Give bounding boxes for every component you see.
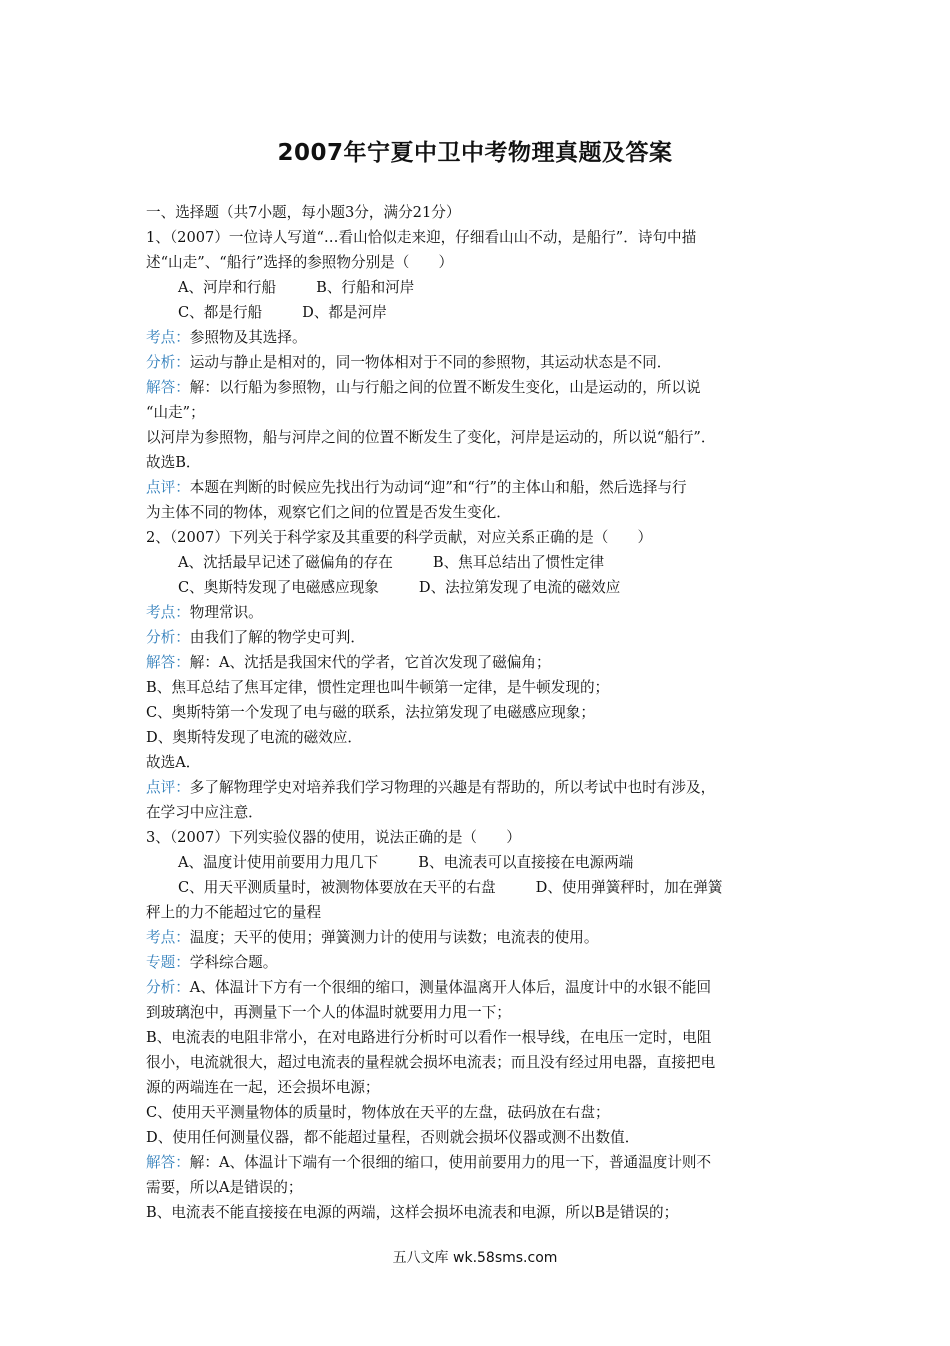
- fenxi-label: 分析：: [146, 354, 190, 371]
- q2-option-a: A、沈括最早记述了磁偏角的存在: [178, 554, 393, 571]
- q1-option-d: D、都是河岸: [302, 304, 387, 321]
- q2-kaodian: [146, 600, 812, 625]
- jieda-label: 解答：: [146, 654, 190, 671]
- section-header: 一、选择题（共7小题，每小题3分，满分21分）: [146, 204, 461, 221]
- q2-jieda-line-4: D、奥斯特发现了电流的磁效应．: [146, 729, 363, 746]
- q3-kaodian: [146, 925, 812, 950]
- q3-option-d-cont: 秤上的力不能超过它的量程: [146, 904, 322, 921]
- q3-option-a: A、温度计使用前要用力甩几下: [178, 854, 379, 871]
- q1-stem-line-2: 述“山走”、“船行”选择的参照物分别是（ ）: [146, 254, 454, 271]
- q2-jieda-line-5: 故选A．: [146, 754, 201, 771]
- q1-jieda-line-4: 故选B．: [146, 454, 201, 471]
- jieda-label: 解答：: [146, 1154, 190, 1171]
- q3-option-d: D、使用弹簧秤时，加在弹簧: [535, 879, 723, 896]
- q1-dianping-text-1: 本题在判断的时候应先找出行为动词“迎”和“行”的主体山和船，然后选择与行: [189, 479, 687, 496]
- q2-jieda-text-1: 解：A、沈括是我国宋代的学者，它首次发现了磁偏角；: [189, 654, 551, 671]
- q1-option-c: C、都是行船: [178, 304, 263, 321]
- q2-fenxi-text: 由我们了解的物学史可判．: [189, 629, 365, 646]
- q3-stem: 3、（2007）下列实验仪器的使用，说法正确的是（ ）: [146, 829, 521, 846]
- q2-fenxi: [146, 625, 812, 650]
- q1-options-cd: [146, 300, 812, 325]
- q3-fenxi-line-7: D、使用任何测量仪器，都不能超过量程，否则就会损坏仪器或测不出数值．: [146, 1129, 640, 1146]
- document-title: 2007年宁夏中卫中考物理真题及答案: [277, 140, 673, 166]
- document-body: [146, 200, 812, 1225]
- zhuanti-label: 专题：: [146, 954, 190, 971]
- q3-option-c: C、用天平测质量时，被测物体要放在天平的右盘: [178, 879, 496, 896]
- q3-fenxi-line-4: 很小，电流就很大，超过电流表的量程就会损坏电流表；而且没有经过用电器，直接把电: [146, 1054, 716, 1071]
- q2-dianping-text-1: 多了解物理学史对培养我们学习物理的兴趣是有帮助的，所以考试中也时有涉及，: [189, 779, 716, 796]
- q3-fenxi-text-1: A、体温计下方有一个很细的缩口，测量体温离开人体后，温度计中的水银不能回: [189, 979, 712, 996]
- q1-jieda-text-1: 解：以行船为参照物，山与行船之间的位置不断发生变化，山是运动的，所以说: [189, 379, 701, 396]
- kaodian-label: 考点：: [146, 329, 190, 346]
- q2-jieda: [146, 650, 812, 675]
- q1-dianping: [146, 475, 812, 500]
- q1-jieda-line-3: 以河岸为参照物，船与河岸之间的位置不断发生了变化，河岸是运动的，所以说“船行”．: [146, 429, 716, 446]
- q1-kaodian-text: 参照物及其选择。: [189, 329, 307, 346]
- q1-fenxi: [146, 350, 812, 375]
- q3-fenxi-line-6: C、使用天平测量物体的质量时，物体放在天平的左盘，砝码放在右盘；: [146, 1104, 610, 1121]
- q2-jieda-line-2: B、焦耳总结了焦耳定律，惯性定理也叫牛顿第一定律，是牛顿发现的；: [146, 679, 610, 696]
- q3-jieda-text-1: 解：A、体温计下端有一个很细的缩口，使用前要用力的甩一下，普通温度计则不: [189, 1154, 712, 1171]
- q3-options-ab: [146, 850, 812, 875]
- q2-kaodian-text: 物理常识。: [189, 604, 263, 621]
- dianping-label: 点评：: [146, 779, 190, 796]
- fenxi-label: 分析：: [146, 629, 190, 646]
- q3-jieda-line-2: 需要，所以A是错误的；: [146, 1179, 303, 1196]
- q3-fenxi-line-2: 到玻璃泡中，再测量下一个人的体温时就要用力甩一下；: [146, 1004, 511, 1021]
- q3-zhuanti: [146, 950, 812, 975]
- q3-options-cd: [146, 875, 812, 900]
- q3-kaodian-text: 温度；天平的使用；弹簧测力计的使用与读数；电流表的使用。: [189, 929, 599, 946]
- q1-kaodian: [146, 325, 812, 350]
- page-footer: 五八文库 wk.58sms.com: [392, 1250, 558, 1266]
- q2-dianping: [146, 775, 812, 800]
- q1-stem-line-1: 1、（2007）一位诗人写道“…看山恰似走来迎，仔细看山山不动，是船行”．诗句中描: [146, 229, 697, 246]
- q3-jieda: [146, 1150, 812, 1175]
- q3-fenxi: [146, 975, 812, 1000]
- q1-option-a: A、河岸和行船: [178, 279, 277, 296]
- q2-option-c: C、奥斯特发现了电磁感应现象: [178, 579, 379, 596]
- q1-dianping-line-2: 为主体不同的物体，观察它们之间的位置是否发生变化．: [146, 504, 511, 521]
- q1-option-b: B、行船和河岸: [316, 279, 415, 296]
- q3-option-b: B、电流表可以直接接在电源两端: [418, 854, 634, 871]
- jieda-label: 解答：: [146, 379, 190, 396]
- q3-zhuanti-text: 学科综合题。: [189, 954, 278, 971]
- kaodian-label: 考点：: [146, 929, 190, 946]
- dianping-label: 点评：: [146, 479, 190, 496]
- q1-options-ab: [146, 275, 812, 300]
- q2-option-b: B、焦耳总结出了惯性定律: [432, 554, 605, 571]
- kaodian-label: 考点：: [146, 604, 190, 621]
- q2-option-d: D、法拉第发现了电流的磁效应: [418, 579, 621, 596]
- q1-jieda-line-2: “山走”；: [146, 404, 205, 421]
- q2-options-ab: [146, 550, 812, 575]
- q3-jieda-line-3: B、电流表不能直接接在电源的两端，这样会损坏电流表和电源，所以B是错误的；: [146, 1204, 679, 1221]
- q1-fenxi-text: 运动与静止是相对的，同一物体相对于不同的参照物，其运动状态是不同．: [189, 354, 672, 371]
- fenxi-label: 分析：: [146, 979, 190, 996]
- q2-options-cd: [146, 575, 812, 600]
- q2-dianping-line-2: 在学习中应注意．: [146, 804, 263, 821]
- q2-stem: 2、（2007）下列关于科学家及其重要的科学贡献，对应关系正确的是（ ）: [146, 529, 653, 546]
- q3-fenxi-line-5: 源的两端连在一起，还会损坏电源；: [146, 1079, 380, 1096]
- q2-jieda-line-3: C、奥斯特第一个发现了电与磁的联系，法拉第发现了电磁感应现象；: [146, 704, 595, 721]
- q3-fenxi-line-3: B、电流表的电阻非常小，在对电路进行分析时可以看作一根导线，在电压一定时，电阻: [146, 1029, 712, 1046]
- q1-jieda: [146, 375, 812, 400]
